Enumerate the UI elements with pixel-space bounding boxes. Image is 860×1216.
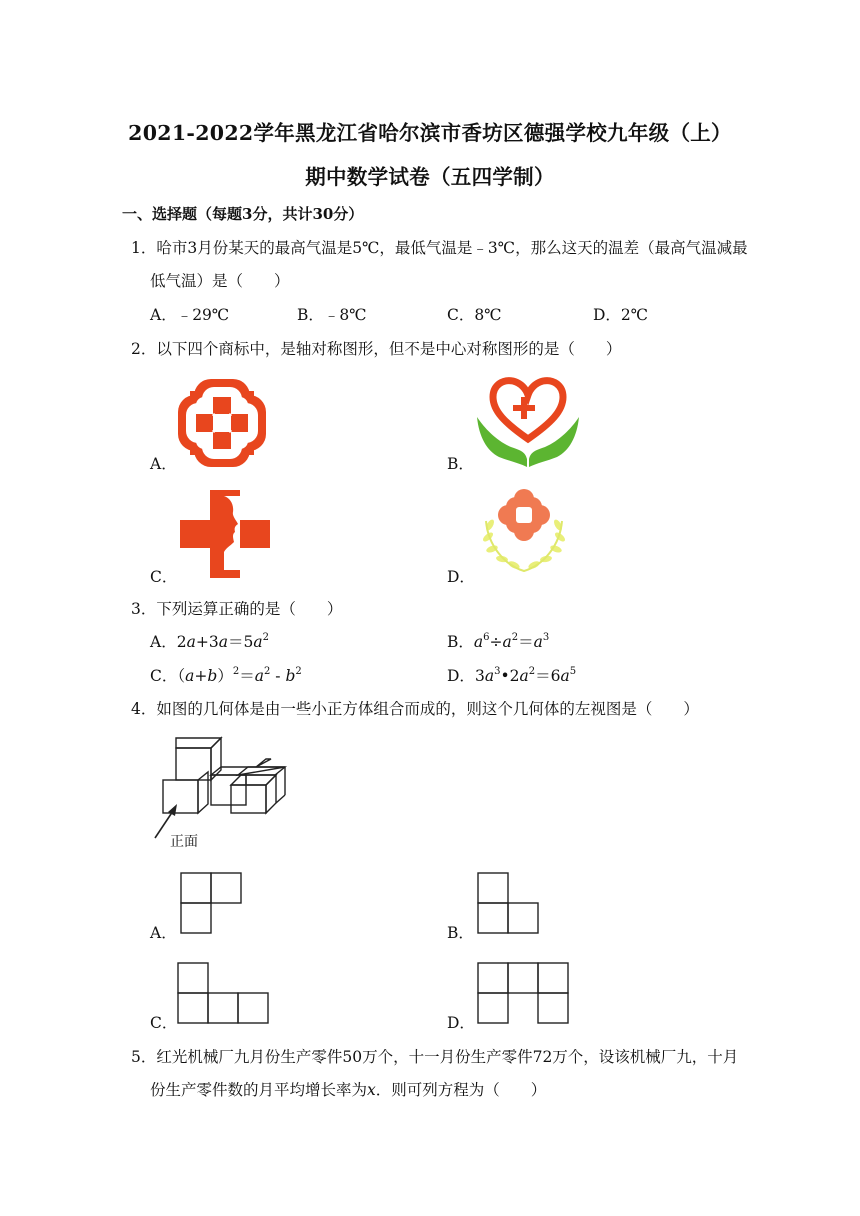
q3-d-var-3: a bbox=[560, 667, 570, 685]
q3-a-coef-3: 5 bbox=[243, 633, 254, 651]
q3-d-coef-1: 3 bbox=[474, 667, 485, 685]
q4-view-d bbox=[477, 962, 569, 1024]
logo-b-image bbox=[475, 375, 581, 471]
q5-line-2-post: ．则可列方程为（ ） bbox=[375, 1081, 547, 1099]
q3-a-coef-2: +3 bbox=[195, 633, 219, 651]
q3-d-coef-2: 2 bbox=[509, 667, 520, 685]
q3-b-var-1: a bbox=[473, 633, 484, 651]
q1-line-1: 1．哈市3月份某天的最高气温是5℃，最低气温是﹣3℃，那么这天的温差（最高气温减最 bbox=[131, 239, 748, 257]
q4-view-c bbox=[177, 962, 269, 1024]
q3-d-exp-1: 3 bbox=[494, 666, 501, 677]
logo-c-image bbox=[180, 490, 270, 578]
q3-b-exp-2: 2 bbox=[511, 632, 519, 643]
logo-d-image bbox=[478, 485, 570, 577]
q3-c-rparen: ） bbox=[217, 667, 233, 685]
q3-option-b bbox=[447, 630, 549, 652]
q2-label-b: B． bbox=[447, 455, 474, 473]
q3-a-var-3: a bbox=[253, 633, 263, 651]
q3-a-eq: ＝ bbox=[227, 633, 244, 651]
q3-c-var-b2: b bbox=[285, 667, 296, 685]
q3-c-eq: ＝ bbox=[239, 667, 255, 685]
q3-c-exp-3: 2 bbox=[295, 666, 302, 677]
q4-label-c: C． bbox=[150, 1014, 178, 1032]
q1-option-a: A．﹣29℃ bbox=[150, 306, 230, 324]
q3-c-exp-1: 2 bbox=[232, 666, 240, 677]
q3-c-exp-2: 2 bbox=[263, 666, 271, 677]
q1-option-d: D．2℃ bbox=[593, 306, 649, 324]
q3-d-var-2: a bbox=[519, 667, 529, 685]
q5-line-2-var: x bbox=[367, 1081, 376, 1099]
q3-c-plus: + bbox=[194, 667, 208, 685]
q3-d-eq: ＝ bbox=[535, 667, 551, 685]
q3-a-coef-1: 2 bbox=[176, 633, 187, 651]
q3-b-var-2: a bbox=[502, 633, 512, 651]
logo-a-image bbox=[172, 373, 272, 473]
title-line-1: 2021-2022学年黑龙江省哈尔滨市香坊区德强学校九年级（上） bbox=[128, 121, 732, 145]
q3-a-exp: 2 bbox=[262, 632, 269, 643]
q5-line-1: 5．红光机械厂九月份生产零件50万个，十一月份生产零件72万个，设该机械厂九，十月 bbox=[131, 1048, 739, 1066]
q3-a-var-2: a bbox=[218, 633, 228, 651]
q3-d-coef-3: 6 bbox=[550, 667, 561, 685]
q3-c-var-a2: a bbox=[254, 667, 264, 685]
q3-b-div: ÷ bbox=[489, 633, 503, 651]
q1-option-c: C．8℃ bbox=[447, 306, 502, 324]
q5-line-2-pre: 份生产零件数的月平均增长率为 bbox=[150, 1081, 368, 1099]
section-heading: 一、选择题（每题3分，共计30分） bbox=[122, 205, 364, 223]
q4-view-a bbox=[180, 872, 242, 934]
q1-option-b: B．﹣8℃ bbox=[297, 306, 367, 324]
q3-stem: 3．下列运算正确的是（ ） bbox=[131, 600, 343, 618]
q2-label-c: C． bbox=[150, 568, 178, 586]
q3-option-a-letter: A． bbox=[150, 633, 177, 651]
q5-line-2 bbox=[150, 1078, 546, 1100]
q2-label-a: A． bbox=[150, 455, 177, 473]
q3-b-exp-3: 3 bbox=[542, 632, 550, 643]
q3-d-exp-2: 2 bbox=[528, 666, 536, 677]
q3-option-b-letter: B． bbox=[447, 633, 474, 651]
q3-b-var-3: a bbox=[533, 633, 543, 651]
q3-option-c bbox=[150, 664, 302, 686]
q3-option-c-letter: C． bbox=[150, 667, 178, 685]
front-label: 正面 bbox=[170, 834, 198, 850]
q4-label-d: D． bbox=[447, 1014, 475, 1032]
q2-stem: 2．以下四个商标中，是轴对称图形，但不是中心对称图形的是（ ） bbox=[131, 340, 622, 358]
cube-figure bbox=[145, 730, 295, 855]
q3-c-var-a: a bbox=[185, 667, 195, 685]
q3-d-exp-3: 5 bbox=[569, 666, 577, 677]
q3-d-dot: • bbox=[500, 667, 510, 685]
q3-c-var-b: b bbox=[207, 667, 218, 685]
q3-c-lparen: （ bbox=[177, 667, 186, 685]
title-line-2: 期中数学试卷（五四学制） bbox=[305, 165, 555, 189]
q3-a-var-1: a bbox=[186, 633, 196, 651]
q3-option-a bbox=[150, 630, 269, 652]
q1-line-2: 低气温）是（ ） bbox=[150, 272, 290, 290]
q4-view-b bbox=[477, 872, 539, 934]
q3-b-eq: ＝ bbox=[518, 633, 534, 651]
q4-label-a: A． bbox=[150, 924, 177, 942]
q4-stem: 4．如图的几何体是由一些小正方体组合而成的，则这个几何体的左视图是（ ） bbox=[131, 700, 699, 718]
q2-label-d: D． bbox=[447, 568, 475, 586]
q3-b-exp-1: 6 bbox=[483, 632, 490, 643]
q3-d-var-1: a bbox=[484, 667, 495, 685]
q3-option-d-letter: D． bbox=[447, 667, 475, 685]
q3-c-minus: - bbox=[270, 667, 286, 685]
q3-option-d bbox=[447, 664, 576, 686]
q4-label-b: B． bbox=[447, 924, 474, 942]
